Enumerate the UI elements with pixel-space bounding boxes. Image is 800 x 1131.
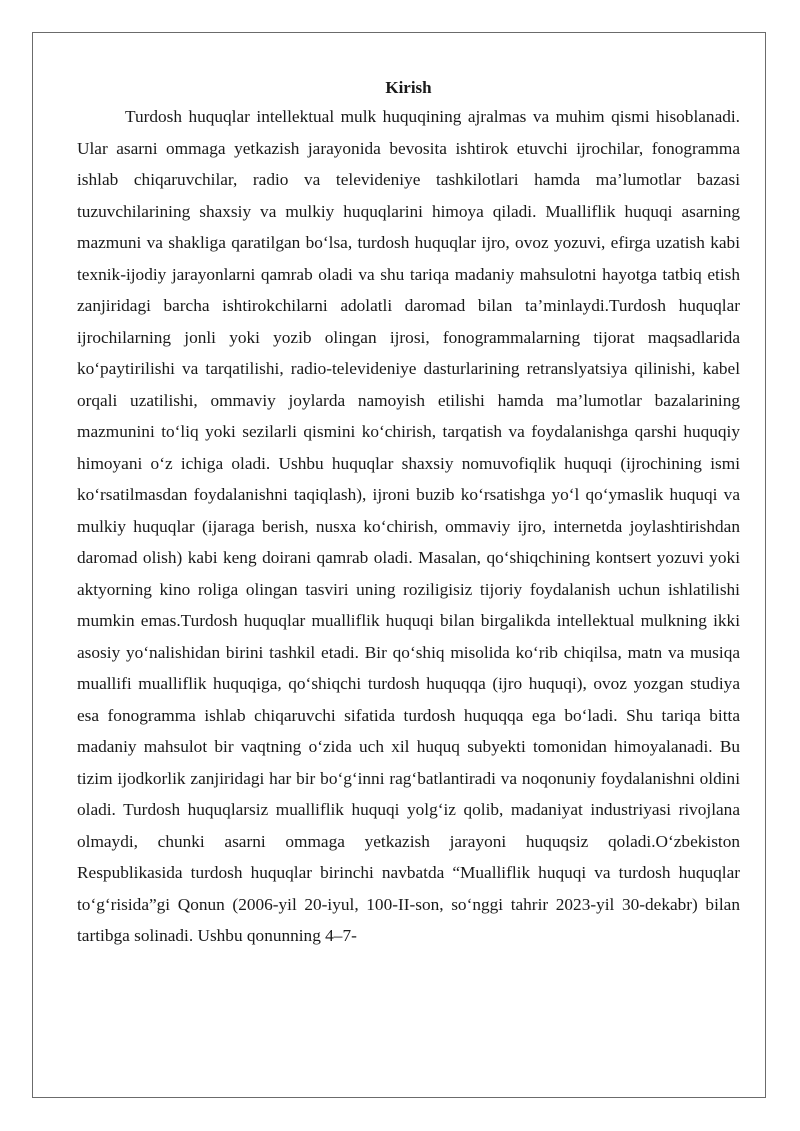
document-body bbox=[77, 74, 740, 952]
body-paragraph: Turdosh huquqlar intellektual mulk huquqining ajralmas va muhim qismi hisoblanadi. Ular asarni ommaga yetkazish jarayonida bevosita ishtirok etuvchi ijrochilar, fonogramma ishlab chiqaruvchilar, radio va televideniye tashkilotlari hamda ma’lumotlar bazasi tuzuvchilarining shaxsiy va mulkiy huquqlarini himoya qiladi. Mualliflik huquqi asarning mazmuni va shakliga qaratilgan bo‘lsa, turdosh huquqlar ijro, ovoz yozuvi, efirga uzatish kabi texnik-ijodiy jarayonlarni qamrab oladi va shu tariqa madaniy mahsulotni hayotga tatbiq etish zanjiridagi barcha ishtirokchilarni adolatli daromad bilan ta’minlaydi.Turdosh huquqlar ijrochilarning jonli yoki yozib olingan ijrosi, fonogrammalarning tijorat maqsadlarida ko‘paytirilishi va tarqatilishi, radio-televideniye dasturlarining retranslyatsiya qilinishi, kabel orqali uzatilishi, ommaviy joylarda namoyish etilishi hamda ma’lumotlar bazalarining mazmunini to‘liq yoki sezilarli qismini ko‘chirish, tarqatish va foydalanishga qarshi huquqiy himoyani o‘z ichiga oladi. Ushbu huquqlar shaxsiy nomuvofiqlik huquqi (ijrochining ismi ko‘rsatilmasdan foydalanishni taqiqlash), ijroni buzib ko‘rsatishga yo‘l qo‘ymaslik huquqi va mulkiy huquqlar (ijaraga berish, nusxa ko‘chirish, ommaviy ijro, internetda joylashtirishdan daromad olish) kabi keng doirani qamrab oladi. Masalan, qo‘shiqchining kontsert yozuvi yoki aktyorning kino roliga olingan tasviri uning roziligisiz tijoriy foydalanish uchun ishlatilishi mumkin emas.Turdosh huquqlar mualliflik huquqi bilan birgalikda intellektual mulkning ikki asosiy yo‘nalishidan birini tashkil etadi. Bir qo‘shiq misolida ko‘rib chiqilsa, matn va musiqa muallifi mualliflik huquqiga, qo‘shiqchi turdosh huquqqa (ijro huquqi), ovoz yozgan studiya esa fonogramma ishlab chiqaruvchi sifatida turdosh huquqqa ega bo‘ladi. Shu tariqa bitta madaniy mahsulot bir vaqtning o‘zida uch xil huquq subyekti tomonidan himoyalanadi. Bu tizim ijodkorlik zanjiridagi har bir bo‘g‘inni rag‘batlantiradi va noqonuniy foydalanishni oldini oladi. Turdosh huquqlarsiz mualliflik huquqi yolg‘iz qolib, madaniyat industriyasi rivojlana olmaydi, chunki asarni ommaga yetkazish jarayoni huquqsiz qoladi.O‘zbekiston Respublikasida turdosh huquqlar birinchi navbatda “Mualliflik huquqi va turdosh huquqlar to‘g‘risida”gi Qonun (2006-yil 20-iyul, 100-II-son, so‘nggi tahrir 2023-yil 30-dekabr) bilan tartibga solinadi. Ushbu qonunning 4–7- bbox=[77, 107, 740, 945]
document-title: Kirish bbox=[385, 78, 432, 97]
